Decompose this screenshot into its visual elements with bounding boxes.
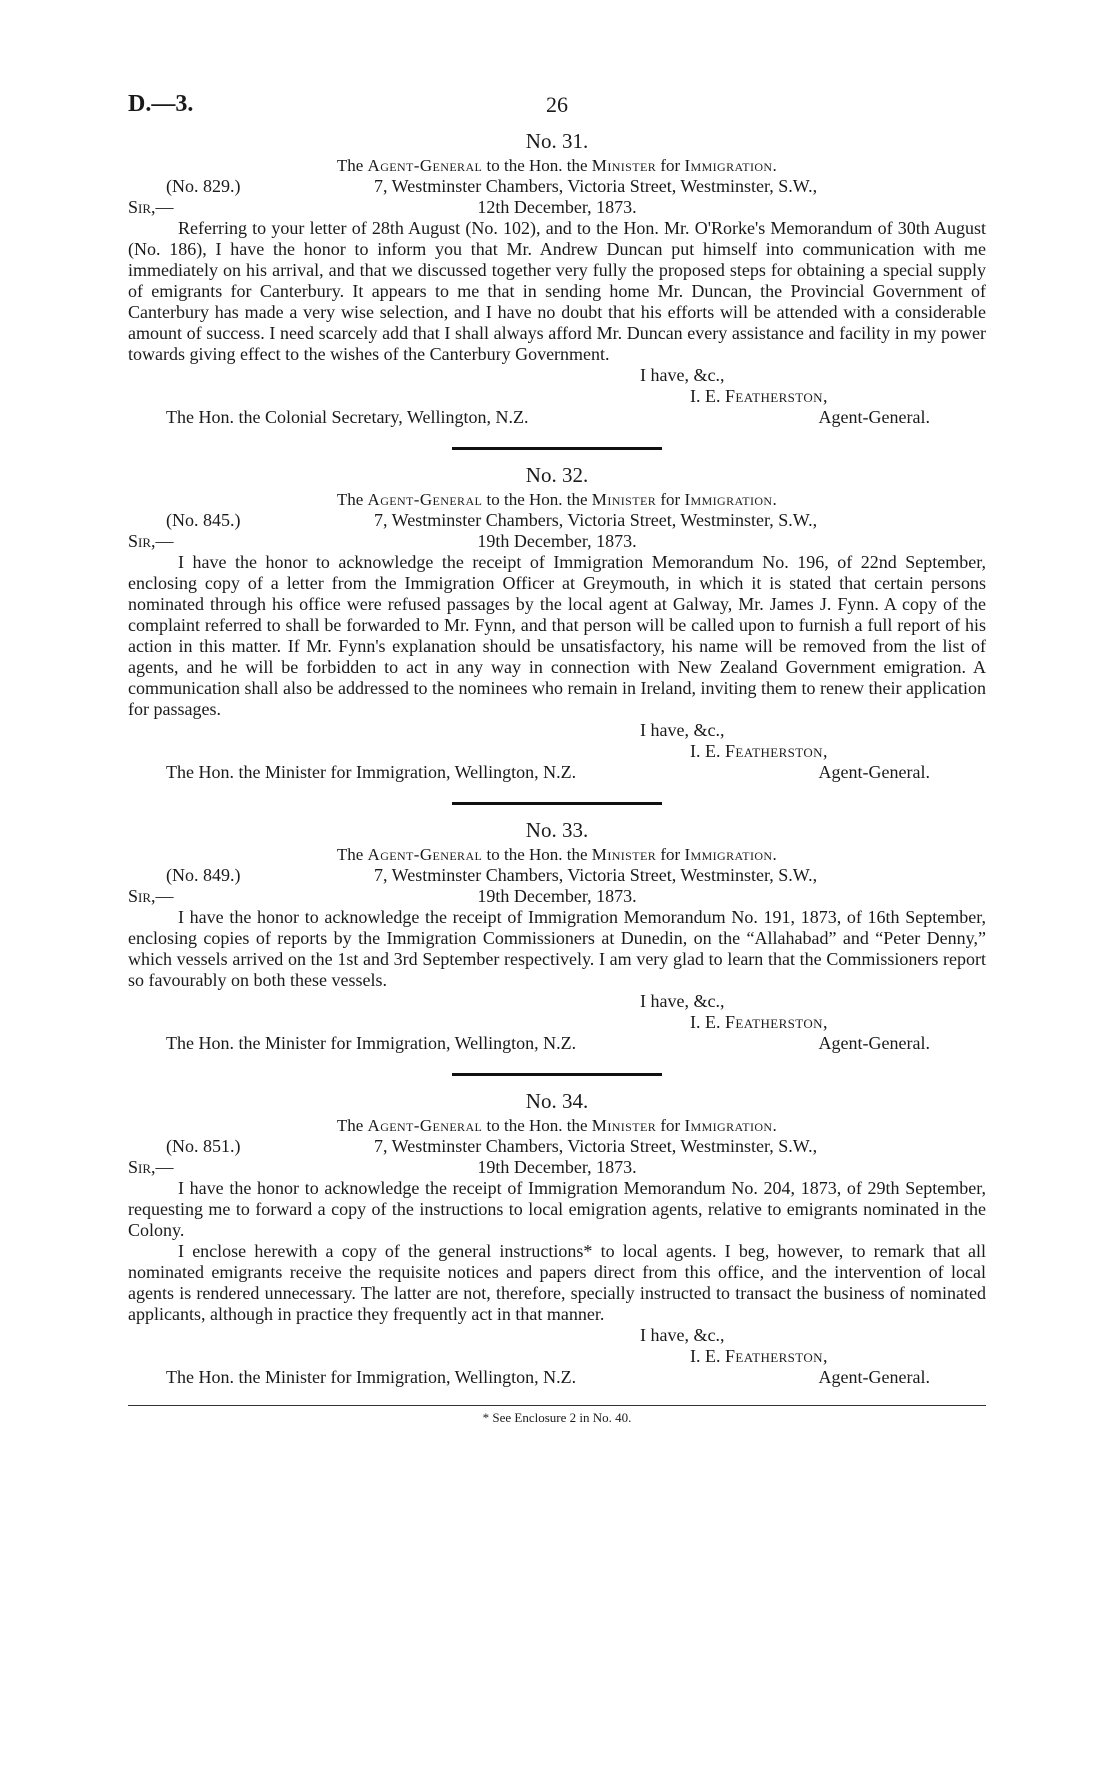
route-recipient: Minister: [591, 490, 657, 509]
page-header: [128, 91, 986, 124]
route-department: Immigration.: [684, 845, 778, 864]
letter-date: 19th December, 1873.: [477, 531, 637, 551]
document-reference: D.—3.: [128, 91, 194, 117]
letter-date: 19th December, 1873.: [477, 1157, 637, 1177]
signer-name: Featherston,: [725, 1346, 828, 1366]
route-sender: Agent-General: [367, 156, 483, 175]
signer-title: Agent-General.: [818, 762, 930, 782]
route-to: to the Hon. the: [486, 1116, 588, 1135]
letter-paragraph: Referring to your letter of 28th August (No. 102), and to the Hon. Mr. O'Rorke's Memorandum of 30th August (No. 186), I have the honor to inform you that Mr. Andrew Duncan put himself into communication with me immediately on his arrival, and that we discussed together very fully the proposed steps for obtaining a special supply of emigrants for Canterbury. It appears to me that in sending home Mr. Duncan, the Provincial Government of Canterbury has made a very wise selection, and I have no doubt that his efforts will be attended with a considerable amount of success. I need scarcely add that I shall always afford Mr. Duncan every assistance and facility in my power towards giving effect to the wishes of the Canterbury Government.: [128, 218, 986, 364]
route-the: The: [336, 1116, 364, 1135]
route-for: for: [660, 490, 681, 509]
section-divider: [452, 1073, 662, 1076]
route-to: to the Hon. the: [486, 490, 588, 509]
footnote: * See Enclosure 2 in No. 40.: [482, 1410, 632, 1425]
letter-route: [128, 844, 986, 865]
salutation-row: [128, 1157, 986, 1178]
letter-reference: (No. 849.): [166, 865, 241, 885]
addressee: The Hon. the Minister for Immigration, Wellington, N.Z.: [166, 1367, 577, 1387]
addressee: The Hon. the Minister for Immigration, Wellington, N.Z.: [166, 1033, 577, 1053]
route-department: Immigration.: [684, 1116, 778, 1135]
letters-container: [128, 128, 986, 1389]
route-to: to the Hon. the: [486, 156, 588, 175]
signer-name: Featherston,: [725, 386, 828, 406]
salutation-row: [128, 531, 986, 552]
signer-initials: I. E.: [690, 1012, 721, 1032]
route-sender: Agent-General: [367, 490, 483, 509]
letter-date: 12th December, 1873.: [477, 197, 637, 217]
route-recipient: Minister: [591, 156, 657, 175]
letter-number: No. 32.: [525, 463, 589, 487]
address-row: [128, 510, 986, 531]
closing-row: [128, 1325, 986, 1346]
address-row: [128, 176, 986, 197]
footnote-divider: [128, 1405, 986, 1406]
letter: [128, 462, 986, 784]
closing: I have, &c.,: [640, 991, 725, 1011]
route-to: to the Hon. the: [486, 845, 588, 864]
letter-paragraph: I have the honor to acknowledge the receipt of Immigration Memorandum No. 204, 1873, of 29th September, requesting me to forward a copy of the instructions to local emigration agents, relative to emigrants nominated in the Colony.: [128, 1178, 986, 1240]
signer-initials: I. E.: [690, 741, 721, 761]
route-for: for: [660, 1116, 681, 1135]
route-the: The: [336, 845, 364, 864]
signature-row: [128, 1346, 986, 1367]
route-department: Immigration.: [684, 156, 778, 175]
address-row: [128, 865, 986, 886]
salutation-row: [128, 886, 986, 907]
addressee-row: [128, 1033, 986, 1055]
letter-route: [128, 489, 986, 510]
signature: [690, 1346, 828, 1367]
letter-paragraph: I have the honor to acknowledge the receipt of Immigration Memorandum No. 191, 1873, of 16th September, enclosing copies of reports by the Immigration Commissioners at Dunedin, on the “Allahabad” and “Peter Denny,” which vessels arrived on the 1st and 3rd September respectively. I am very glad to learn that the Commissioners report so favourably on both these vessels.: [128, 907, 986, 990]
letter-number: No. 34.: [525, 1089, 589, 1113]
signature: [690, 386, 828, 407]
route-the: The: [336, 490, 364, 509]
route-recipient: Minister: [591, 1116, 657, 1135]
signer-name: Featherston,: [725, 741, 828, 761]
signature-row: [128, 1012, 986, 1033]
signature-row: [128, 386, 986, 407]
salutation: Sir,—: [128, 1157, 174, 1177]
signature: [690, 1012, 828, 1033]
signature: [690, 741, 828, 762]
letter-route: [128, 155, 986, 176]
closing: I have, &c.,: [640, 720, 725, 740]
closing: I have, &c.,: [640, 365, 725, 385]
letter-paragraph: I have the honor to acknowledge the receipt of Immigration Memorandum No. 196, of 22nd September, enclosing copy of a letter from the Immigration Officer at Greymouth, in which it is stated that certain persons nominated through his office were refused passages by the local agent at Galway, Mr. James J. Fynn. A copy of the complaint referred to shall be forwarded to Mr. Fynn, and that person will be called upon to furnish a full report of his action in this matter. If Mr. Fynn's explanation should be unsatisfactory, his name will be removed from the list of agents, and he will be forbidden to act in any way in connection with New Zealand Government emigration. A communication shall also be addressed to the nominees who remain in Ireland, inviting them to renew their application for passages.: [128, 552, 986, 719]
signer-name: Featherston,: [725, 1012, 828, 1032]
letter-paragraph: I enclose herewith a copy of the general instructions* to local agents. I beg, however, to remark that all nominated emigrants receive the requisite notices and papers direct from this office, and the intervention of local agents is rendered unnecessary. The latter are not, therefore, specially instructed to transact the business of nominated applicants, although in practice they frequently act in that manner.: [128, 1241, 986, 1324]
signer-initials: I. E.: [690, 1346, 721, 1366]
signature-row: [128, 741, 986, 762]
signer-title: Agent-General.: [818, 1033, 930, 1053]
letter: [128, 128, 986, 429]
letter-number: No. 31.: [525, 129, 589, 153]
letter-date: 19th December, 1873.: [477, 886, 637, 906]
sender-address: 7, Westminster Chambers, Victoria Street, Westminster, S.W.,: [374, 176, 818, 196]
salutation: Sir,—: [128, 886, 174, 906]
route-sender: Agent-General: [367, 845, 483, 864]
addressee: The Hon. the Minister for Immigration, Wellington, N.Z.: [166, 762, 577, 782]
addressee-row: [128, 1367, 986, 1389]
route-for: for: [660, 156, 681, 175]
signer-title: Agent-General.: [818, 407, 930, 427]
addressee-row: [128, 762, 986, 784]
sender-address: 7, Westminster Chambers, Victoria Street, Westminster, S.W.,: [374, 865, 818, 885]
letter-number: No. 33.: [525, 818, 589, 842]
route-department: Immigration.: [684, 490, 778, 509]
letter-route: [128, 1115, 986, 1136]
sender-address: 7, Westminster Chambers, Victoria Street, Westminster, S.W.,: [374, 510, 818, 530]
letter-reference: (No. 851.): [166, 1136, 241, 1156]
closing: I have, &c.,: [640, 1325, 725, 1345]
route-recipient: Minister: [591, 845, 657, 864]
signer-initials: I. E.: [690, 386, 721, 406]
route-the: The: [336, 156, 364, 175]
section-divider: [452, 802, 662, 805]
closing-row: [128, 365, 986, 386]
section-divider: [452, 447, 662, 450]
salutation: Sir,—: [128, 531, 174, 551]
addressee-row: [128, 407, 986, 429]
closing-row: [128, 720, 986, 741]
salutation-row: [128, 197, 986, 218]
signer-title: Agent-General.: [818, 1367, 930, 1387]
letter-reference: (No. 829.): [166, 176, 241, 196]
closing-row: [128, 991, 986, 1012]
addressee: The Hon. the Colonial Secretary, Wellington, N.Z.: [166, 407, 529, 427]
sender-address: 7, Westminster Chambers, Victoria Street, Westminster, S.W.,: [374, 1136, 818, 1156]
route-for: for: [660, 845, 681, 864]
page-number: 26: [546, 92, 568, 117]
letter: [128, 1088, 986, 1389]
letter-reference: (No. 845.): [166, 510, 241, 530]
address-row: [128, 1136, 986, 1157]
route-sender: Agent-General: [367, 1116, 483, 1135]
salutation: Sir,—: [128, 197, 174, 217]
letter: [128, 817, 986, 1055]
